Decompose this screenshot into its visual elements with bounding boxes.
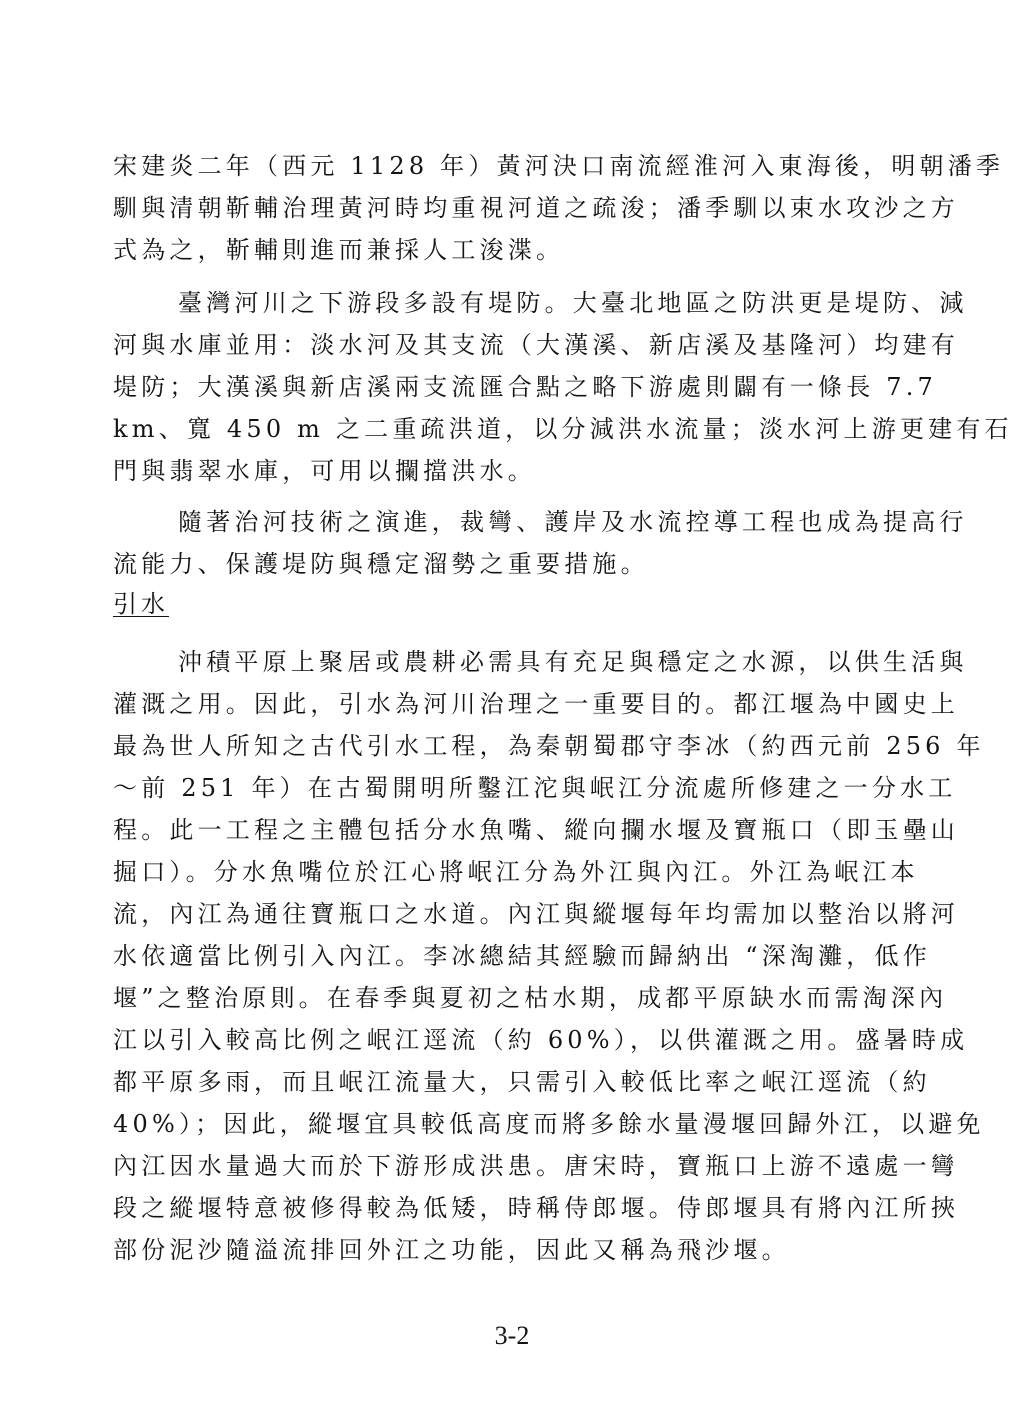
paragraph-2-line-4: km、寬 450 m 之二重疏洪道，以分減洪水流量；淡水河上游更建有石 [113,415,1013,443]
paragraph-4-line-15: 部份泥沙隨溢流排回外江之功能，因此又稱為飛沙堰。 [113,1236,790,1264]
paragraph-4-line-4: ～前 251 年）在古蜀開明所鑿江沱與岷江分流處所修建之一分水工 [113,774,957,802]
paragraph-4-line-11: 都平原多雨，而且岷江流量大，只需引入較低比率之岷江逕流（約 [113,1068,931,1096]
paragraph-4-line-1: 沖積平原上聚居或農耕必需具有充足與穩定之水源，以供生活與 [178,648,968,676]
paragraph-4-line-7: 流，內江為通往寶瓶口之水道。內江與縱堰每年均需加以整治以將河 [113,900,959,928]
paragraph-2-line-2: 河與水庫並用：淡水河及其支流（大漢溪、新店溪及基隆河）均建有 [113,331,959,359]
paragraph-1-line-2: 馴與清朝靳輔治理黃河時均重視河道之疏浚；潘季馴以束水攻沙之方 [113,194,959,222]
paragraph-4-line-12: 40%）；因此，縱堰宜具較低高度而將多餘水量漫堰回歸外江，以避免 [113,1110,985,1138]
section-heading: 引水 [113,590,169,618]
paragraph-4-line-3: 最為世人所知之古代引水工程，為秦朝蜀郡守李冰（約西元前 256 年 [113,732,985,760]
paragraph-1-line-3: 式為之，靳輔則進而兼採人工浚渫。 [113,236,565,264]
paragraph-4-line-6: 掘口）。分水魚嘴位於江心將岷江分為外江與內江。外江為岷江本 [113,858,919,886]
paragraph-3-line-1: 隨著治河技術之演進，裁彎、護岸及水流控導工程也成為提高行 [178,508,968,536]
paragraph-4-line-13: 內江因水量過大而於下游形成洪患。唐宋時，寶瓶口上游不遠處一彎 [113,1152,959,1180]
paragraph-4-line-8: 水依適當比例引入內江。李冰總結其經驗而歸納出 “深淘灘，低作 [113,942,931,970]
paragraph-2-line-3: 堤防；大漢溪與新店溪兩支流匯合點之略下游處則闢有一條長 7.7 [113,373,937,401]
paragraph-1-line-1: 宋建炎二年（西元 1128 年）黃河決口南流經淮河入東海後，明朝潘季 [113,152,1005,180]
paragraph-4-line-14: 段之縱堰特意被修得較為低矮，時稱侍郎堰。侍郎堰具有將內江所挾 [113,1194,959,1222]
page-number: 3-2 [494,1321,530,1350]
paragraph-2-line-5: 門與翡翠水庫，可用以攔擋洪水。 [113,457,536,485]
paragraph-4-line-9: 堰”之整治原則。在春季與夏初之枯水期，成都平原缺水而需淘深內 [113,984,948,1012]
paragraph-4-line-2: 灌溉之用。因此，引水為河川治理之一重要目的。都江堰為中國史上 [113,690,959,718]
paragraph-4-line-5: 程。此一工程之主體包括分水魚嘴、縱向攔水堰及寶瓶口（即玉壘山 [113,816,959,844]
paragraph-3-line-2: 流能力、保護堤防與穩定溜勢之重要措施。 [113,550,649,578]
paragraph-4-line-10: 江以引入較高比例之岷江逕流（約 60%），以供灌溉之用。盛暑時成 [113,1026,969,1054]
paragraph-2-line-1: 臺灣河川之下游段多設有堤防。大臺北地區之防洪更是堤防、減 [178,289,968,317]
